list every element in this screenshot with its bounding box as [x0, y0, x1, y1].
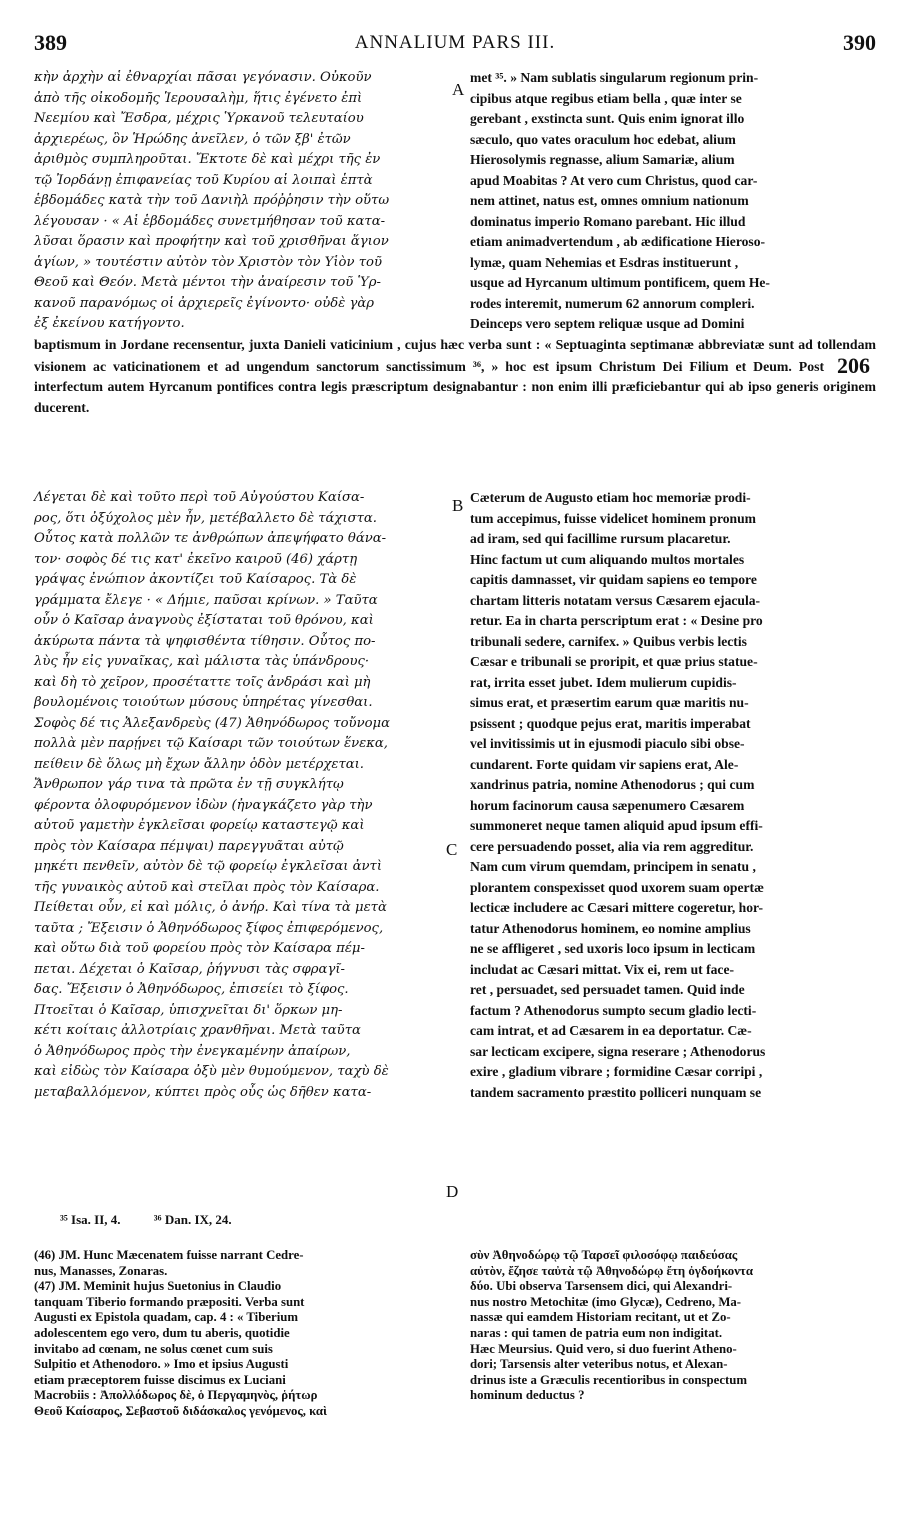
latin-text-line: apud Moabitas ? At vero cum Christus, quod car-: [470, 172, 758, 188]
latin-text-line: ad iram, sed qui facillime rursum placaretur.: [470, 531, 731, 546]
greek-text-line: τῆς γυναικὸς αὐτοῦ καὶ στεῖλαι πρὸς τὸν Καίσαρα.: [34, 879, 380, 895]
footnote-line: Augusti ex Epistola quadam, cap. 4 : « Tiberium: [34, 1310, 299, 1325]
footnote-line: αὐτὸν, ἔζησε ταὐτὰ τῷ Ἀθηνοδώρῳ ἔτη ὀγδοήκοντα: [470, 1263, 753, 1278]
reference-36: ³⁶ Dan. IX, 24.: [153, 1212, 232, 1227]
footnote-line: etiam præceptorem fuisse discimus ex Luciani: [34, 1372, 286, 1387]
latin-text-line: exire , gladium vibrare ; formidine Cæsar corripi ,: [470, 1064, 763, 1079]
latin-column-section-2: [470, 488, 876, 1103]
greek-text-line: καὶ οὕτω διὰ τοῦ φορείου πρὸς τὸν Καίσαρα πέμ-: [34, 941, 365, 956]
greek-text-line: Νεεμίου καὶ Ἔσδρα, μέχρις Ὑρκανοῦ τελευταίου: [34, 111, 364, 126]
latin-text-line: met ³⁵. » Nam sublatis singularum regionum prin-: [470, 70, 759, 85]
greek-column-section-2: [34, 488, 444, 1103]
latin-text-line: nem attinet, natus est, omnes omnium nationum: [470, 193, 749, 208]
greek-text-line: καὶ δὴ τὸ χεῖρον, προσέταττε τοῖς ἀνδράσι καὶ μὴ: [34, 674, 371, 690]
greek-text-line: μεταβαλλόμενον, κύπτει πρὸς οὖς ὡς δῆθεν κατα-: [34, 1084, 372, 1100]
footnote-line: adolescentem ego vero, dum tu aberis, quotidie: [34, 1325, 290, 1340]
page-number-right: 390: [843, 30, 876, 55]
latin-text-line: rodes interemit, numerum 62 annorum compleri.: [470, 295, 755, 311]
greek-text-line: βουλομένοις τοιούτων μύσους ὑπηρέτας γίνεσθαι.: [34, 695, 373, 710]
latin-text-line: Cæterum de Augusto etiam hoc memoriæ prodi-: [470, 490, 751, 505]
latin-text-line: plorantem conspexisset quod uxorem suam opertæ: [470, 879, 764, 895]
greek-text-line: πολλὰ μὲν παρῄνει τῷ Καίσαρι τῶν τοιούτων ἕνεκα,: [34, 736, 388, 751]
footnote-line: δύο. Ubi observa Tarsensem dici, qui Alexandri-: [470, 1279, 733, 1294]
footnote-line: naras : qui tamen de patria eum non indigitat.: [470, 1325, 723, 1340]
greek-text-line: λέγουσαν · « Αἱ ἑβδομάδες συνετμήθησαν τοῦ κατα-: [34, 213, 386, 229]
footnote-line: nus, Manasses, Zonaras.: [34, 1263, 168, 1278]
greek-text-line: λὺς ἦν εἰς γυναῖκας, καὶ μάλιστα τὰς ὑπάνδρους·: [34, 654, 370, 669]
footnote-line: σὺν Ἀθηνοδώρῳ τῷ Ταρσεῖ φιλοσόφῳ παιδεύσας: [470, 1248, 738, 1262]
footnote-line: Sulpitio et Athenodoro. » Imo et ipsius Augusti: [34, 1357, 289, 1372]
greek-text-line: ἑβδομάδες κατὰ τὴν τοῦ Δανιὴλ πρόῤῥησιν τὴν οὕτω: [34, 193, 390, 208]
greek-text-line: Λέγεται δὲ καὶ τοῦτο περὶ τοῦ Αὐγούστου Καίσα-: [34, 490, 365, 505]
latin-text-line: lymæ, quam Nehemias et Esdras instituerunt ,: [470, 254, 739, 270]
footnote-line: (47) JM. Meminit hujus Suetonius in Claudio: [34, 1279, 282, 1294]
greek-text-line: τῷ Ἰορδάνῃ ἐπιφανείας τοῦ Κυρίου αἱ λοιπαὶ ἑπτὰ: [34, 172, 373, 188]
greek-text-line: κανοῦ παρανόμως οἱ ἀρχιερεῖς ἐγίνοντο· οὐδὲ γὰρ: [34, 295, 375, 311]
latin-text-line: Hierosolymis regnasse, alium Samariæ, alium: [470, 152, 735, 167]
greek-text-line: ἀριθμὸς συμπληροῦται. Ἔκτοτε δὲ καὶ μέχρι τῆς ἐν: [34, 152, 381, 167]
latin-text-line: lecticæ includere ac Cæsari mittere cogeretur, hor-: [470, 900, 764, 915]
latin-text-line: summoneret neque tamen aliquid apud ipsum effi-: [470, 818, 763, 833]
latin-text-line: cipibus atque regibus etiam bella , quæ inter se: [470, 90, 742, 106]
greek-text-line: Θεοῦ καὶ Θεόν. Μετὰ μέντοι τὴν ἀναίρεσιν τοῦ Ὑρ-: [34, 275, 381, 290]
latin-text-line: rat, irrita esset jubet. Idem mulierum cupidis-: [470, 674, 737, 690]
footnotes-left: [34, 1248, 444, 1420]
latin-text-line: gerebant , exstincta sunt. Quis enim ignorat illo: [470, 111, 745, 126]
latin-text-line: psissent ; quodque pejus erat, maritis imperabat: [470, 715, 751, 731]
footnotes-right: [470, 1248, 876, 1404]
full-text-part-b: interfectum autem Hyrcanum pontifices contra legis præscriptum designabantur : non enim illi præficiebantur qui ab ipso generis originem ducerent.: [34, 379, 876, 415]
greek-text-line: μηκέτι πενθεῖν, αὐτὸν δὲ τῷ φορείῳ ἐγκλεῖσαι ἀντὶ: [34, 859, 383, 874]
greek-text-line: Πτοεῖται ὁ Καῖσαρ, ὑπισχνεῖται δι' ὅρκων μη-: [34, 1002, 343, 1018]
latin-text-line: cam intrat, et ad Cæsarem in ea deportatur. Cæ-: [470, 1023, 752, 1038]
greek-text-line: Πείθεται οὖν, εἰ καὶ μόλις, ὁ ἀνήρ. Καὶ τίνα τὰ μετὰ: [34, 900, 387, 915]
greek-text-line: λῦσαι ὅρασιν καὶ προφήτην καὶ τοῦ χρισθῆναι ἅγιον: [34, 234, 389, 249]
latin-text-line: Nam cum virum quemdam, principem in senatu ,: [470, 859, 756, 874]
greek-text-line: Οὗτος κατὰ πολλῶν τε ἀνθρώπων ἀπεψήφατο θάνα-: [34, 531, 387, 546]
latin-text-line: vel invitissimis ut in ejusmodi piaculo sibi obse-: [470, 736, 745, 751]
greek-text-line: ταῦτα ; Ἔξεισιν ὁ Ἀθηνόδωρος ξίφος ἐπιφερόμενος,: [34, 920, 384, 936]
greek-text-line: γράμματα ἔλεγε · « Δήμιε, παῦσαι κρίνων. » Ταῦτα: [34, 592, 378, 608]
footnote-line: hominum deductus ?: [470, 1388, 585, 1403]
latin-column-section-1: [470, 68, 876, 335]
greek-column-section-1: [34, 68, 444, 335]
section-marker-c: C: [446, 840, 458, 859]
latin-text-line: Cæsar e tribunali se proripit, et quæ prius statue-: [470, 654, 758, 669]
footnote-line: Hæc Meursius. Quid vero, si duo fuerint Atheno-: [470, 1341, 737, 1356]
greek-text-line: ἁγίων, » τουτέστιν αὐτὸν τὸν Χριστὸν τὸν Υἱὸν τοῦ: [34, 254, 382, 270]
greek-text-line: γράψας ἐνώπιον ἀκοντίζει τοῦ Καίσαρος. Τὰ δὲ: [34, 572, 357, 587]
greek-text-line: πρὸς τὸν Καίσαρα πέμψαι) παρεγγυᾶται αὐτῷ: [34, 838, 344, 854]
footnote-line: Macrobiis : Ἀπολλόδωρος δὲ, ὁ Περγαμηνὸς, ῥήτωρ: [34, 1388, 318, 1403]
latin-text-line: tatur Athenodorus hominem, eo nomine amplius: [470, 920, 751, 936]
footnote-line: nassæ qui eamdem Historiam recitant, ut et Zo-: [470, 1310, 731, 1325]
greek-text-line: ρος, ὅτι ὀξύχολος μὲν ἦν, μετέβαλλετο δὲ τάχιστα.: [34, 510, 377, 526]
latin-text-line: tandem sacramento præstito polliceri nunquam se: [470, 1084, 762, 1100]
page-header: [34, 30, 876, 56]
greek-text-line: δας. Ἔξεισιν ὁ Ἀθηνόδωρος, ἐπισείει τὸ ξίφος.: [34, 982, 349, 997]
section-marker-d: D: [446, 1182, 459, 1201]
full-width-paragraph: [34, 335, 876, 418]
latin-text-line: retur. Ea in charta perscriptum erat : « Desine pro: [470, 613, 763, 628]
reference-35: ³⁵ Isa. II, 4.: [60, 1212, 121, 1227]
latin-text-line: horum facinorum causa sæpenumero Cæsarem: [470, 797, 745, 813]
footnote-line: (46) JM. Hunc Mæcenatem fuisse narrant Cedre-: [34, 1248, 304, 1262]
latin-text-line: cundarent. Forte quidam vir sapiens erat, Ale-: [470, 756, 739, 772]
greek-text-line: Ἄνθρωπον γάρ τινα τὰ πρῶτα ἐν τῇ συγκλήτῳ: [34, 777, 344, 792]
latin-text-line: sæculo, quo vates oraculum hoc edebat, alium: [470, 131, 736, 147]
latin-text-line: factum ? Athenodorus sumpto secum gladio lecti-: [470, 1002, 757, 1018]
latin-text-line: Deinceps vero septem reliquæ usque ad Domini: [470, 316, 745, 331]
section-marker-a: A: [452, 80, 465, 99]
latin-text-line: Hinc factum ut cum aliquando multos mortales: [470, 551, 745, 567]
page-number-left: 389: [34, 30, 67, 55]
footnote-line: dori; Tarsensis alter veteribus notus, et Alexan-: [470, 1357, 728, 1372]
greek-text-line: Σοφὸς δέ τις Ἀλεξανδρεὺς (47) Ἀθηνόδωρος τοὔνομα: [34, 715, 391, 731]
latin-text-line: etiam animadvertendum , ab ædificatione Hieroso-: [470, 234, 766, 249]
latin-text-line: simus erat, et præsertim earum quæ maritis nu-: [470, 695, 749, 710]
latin-text-line: chartam litteris notatam versus Cæsarem ejacula-: [470, 592, 761, 608]
section-marker-b: B: [452, 496, 464, 515]
greek-text-line: ἀρχιερέως, ὃν Ἡρώδης ἀνεῖλεν, ὁ τῶν ξβ' ἐτῶν: [34, 131, 351, 147]
latin-text-line: tribunali sedere, carnifex. » Quibus verbis lectis: [470, 633, 747, 649]
greek-text-line: φέροντα ὀλοφυρόμενον ἰδὼν (ἠναγκάζετο γὰρ τὴν: [34, 797, 373, 813]
latin-text-line: ne se affligeret , sed uxoris loco ipsum in lecticam: [470, 941, 756, 956]
latin-text-line: dominatus imperio Romano parebant. Hic illud: [470, 213, 746, 229]
latin-text-line: capitis damnasset, vir quidam sapiens eo tempore: [470, 572, 757, 587]
footnote-line: invitabo ad cœnam, ne solus cœnet cum suis: [34, 1341, 273, 1356]
greek-text-line: ἀκύρωτα πάντα τὰ ψηφισθέντα τίθησιν. Οὗτος πο-: [34, 633, 376, 649]
scripture-references: [60, 1212, 262, 1228]
greek-text-line: πεται. Δέχεται ὁ Καῖσαρ, ῥήγνυσι τὰς σφραγῖ-: [34, 961, 345, 977]
greek-text-line: ἐξ ἐκείνου κατήγοντο.: [34, 316, 185, 331]
latin-text-line: usque ad Hyrcanum ultimum pontificem, quem He-: [470, 275, 770, 290]
greek-text-line: οὖν ὁ Καῖσαρ ἀναγνοὺς ἐξίσταται τοῦ θρόνου, καὶ: [34, 613, 374, 628]
greek-text-line: ἀπὸ τῆς οἰκοδομῆς Ἱερουσαλὴμ, ἥτις ἐγένετο ἐπὶ: [34, 90, 363, 106]
footnote-line: nus nostro Metochitæ (imo Glycæ), Cedreno, Ma-: [470, 1294, 742, 1309]
greek-text-line: ὁ Ἀθηνόδωρος πρὸς τὴν ἐνεγκαμένην ἀπαίρων,: [34, 1043, 351, 1059]
greek-text-line: κέτι κοίταις ἀλλοτρίαις χρανθῆναι. Μετὰ ταῦτα: [34, 1023, 361, 1038]
footnote-line: drinus iste a Græculis recentioribus in conspectum: [470, 1372, 748, 1387]
footnote-line: Θεοῦ Καίσαρος, Σεβαστοῦ διδάσκαλος γενόμενος, καὶ: [34, 1403, 328, 1418]
running-title: ANNALIUM PARS III.: [354, 32, 556, 53]
footnote-line: tanquam Tiberio formando præpositi. Verba sunt: [34, 1294, 305, 1309]
greek-text-line: κὴν ἀρχὴν αἱ ἐθναρχίαι πᾶσαι γεγόνασιν. Οὐκοῦν: [34, 70, 372, 85]
greek-text-line: αὐτοῦ γαμετὴν ἐγκλεῖσαι φορείῳ καταστεγῷ καὶ: [34, 818, 365, 833]
latin-text-line: ret , persuadet, sed persuadet tamen. Quid inde: [470, 982, 745, 997]
latin-text-line: cere persuadendo posset, alia via rem aggreditur.: [470, 838, 754, 854]
greek-text-line: τον· σοφὸς δέ τις κατ' ἐκεῖνο καιροῦ (46) χάρτῃ: [34, 551, 358, 567]
folio-number: 206: [837, 352, 871, 378]
greek-text-line: πείθειν δὲ ὅλως μὴ ἔχων ἄλλην ὁδὸν μετέρχεται.: [34, 756, 365, 772]
latin-text-line: sar lecticam excipere, signa reserare ; Athenodorus: [470, 1043, 766, 1059]
greek-text-line: καὶ εἰδὼς τὸν Καίσαρα ὀξὺ μὲν θυμούμενον, ταχὺ δὲ: [34, 1064, 389, 1079]
full-text-part-a: baptismum in Jordane recensentur, juxta Danieli vaticinium , cujus hæc verba sunt : « Septuaginta septimanæ abbreviatæ sunt ad tollendam visionem ac vaticinationem et ad ungendum sanctorum sanctissimum ³⁶, » hoc est ipsum Christum Dei Filium et Deum. Post: [34, 337, 876, 374]
latin-text-line: xandrinus patria, nomine Athenodorus ; qui cum: [470, 777, 755, 792]
latin-text-line: includat ac Cæsari mittat. Vix ei, rem ut face-: [470, 961, 735, 977]
latin-text-line: tum accepimus, fuisse videlicet hominem pronum: [470, 510, 756, 526]
